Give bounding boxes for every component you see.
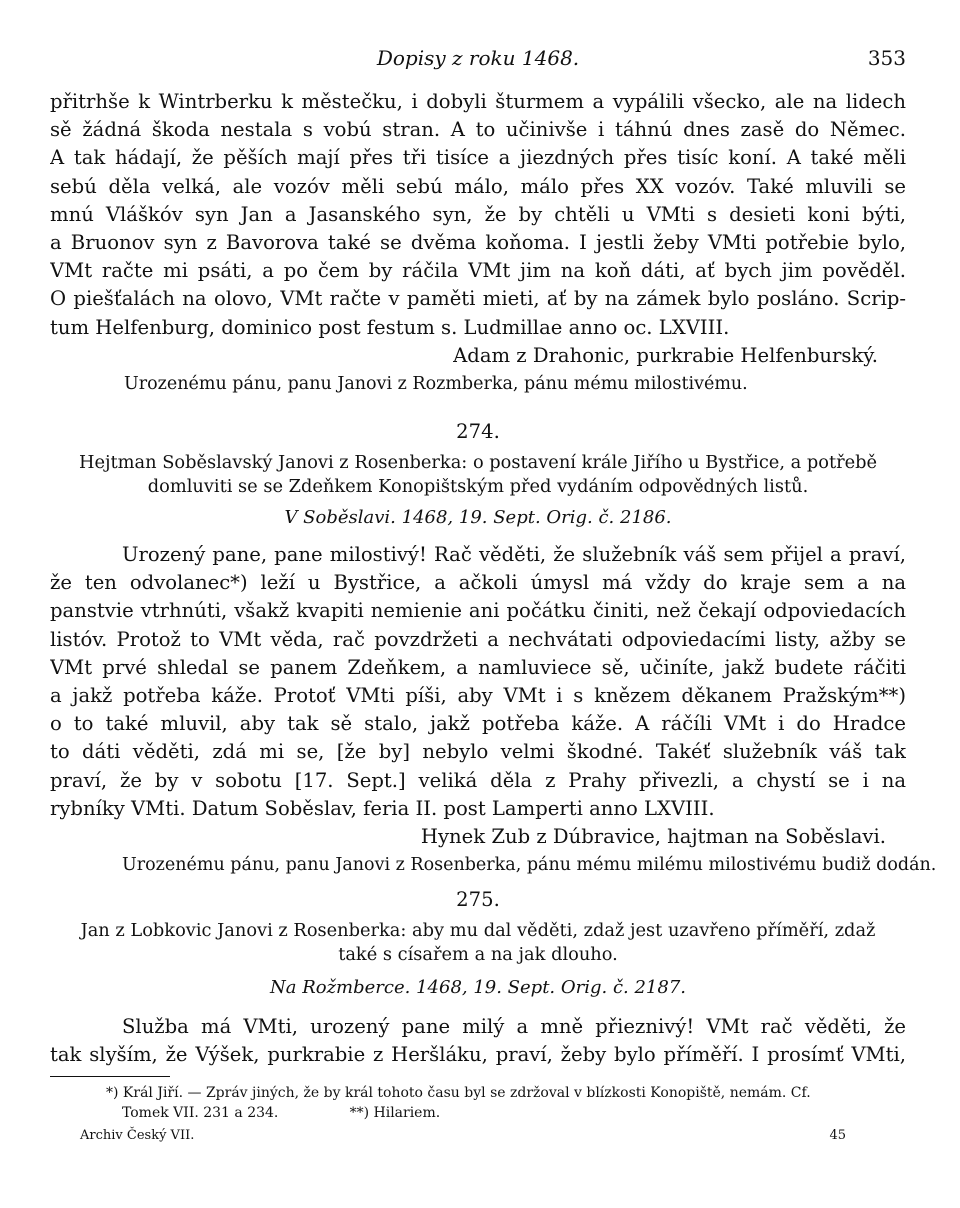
regest-line: domluviti se se Zdeňkem Konopištským před vydáním odpovědných listů.	[147, 476, 809, 497]
text-line: a jakž potřeba káže. Protoť VMti píši, aby VMt i s knězem děkanem Pražským**)	[50, 684, 906, 708]
letter-274-regest	[50, 451, 906, 499]
text-line: Služba má VMti, urozený pane milý a mně přieznivý! VMt rač věděti, že	[122, 1015, 906, 1038]
text-line: rybníky VMti. Datum Soběslav, feria II. post Lamperti anno LXVIII.	[50, 796, 715, 820]
footnote-rule	[50, 1076, 170, 1077]
text-line: tak slyším, že Výšek, purkrabie z Heršláku, praví, žeby bylo příměří. I prosímť VMti,	[50, 1043, 906, 1067]
text-line: Urozený pane, pane milostivý! Rač věděti, že služebník váš sem přijel a praví,	[122, 543, 906, 566]
letter-274-body	[50, 541, 906, 823]
text-line: tum Helfenburg, dominico post festum s. Ludmillae anno oc. LXVIII.	[50, 315, 730, 339]
footnote-line: *) Král Jiří. — Zpráv jiných, že by král tohoto času byl se zdržoval v blízkosti Konopiště, nemám. Cf.	[106, 1085, 811, 1101]
page-number: 353	[867, 46, 906, 70]
text-line: a Bruonov syn z Bavorova také se dvěma koňoma. I jestli žeby VMti potřebie bylo,	[50, 231, 906, 255]
letter-274-signature: Hynek Zub z Dúbravice, hajtman na Soběslavi.	[420, 825, 886, 849]
letter-275-body	[50, 1013, 906, 1069]
text-line: O piešťalách na olovo, VMt račte v paměti mieti, ať by na zámek bylo posláno. Scrip-	[50, 287, 906, 311]
letter-273-continuation	[50, 88, 906, 398]
header-title: Dopisy z roku 1468.	[376, 46, 580, 70]
text-line: to dáti věděti, zdá mi se, [že by] nebylo velmi škodné. Takéť služebník váš tak	[50, 740, 906, 764]
text-line: panstvie vtrhnúti, všakž kvapiti nemienie ani počátku činiti, než čekají odpoviedacích	[50, 599, 906, 623]
text-line: o to také mluvil, aby tak sě stalo, jakž potřeba káže. A ráčíli VMt i do Hradce	[50, 712, 906, 736]
letter-274-date: V Soběslavi. 1468, 19. Sept. Orig. č. 2186.	[284, 507, 672, 528]
text-line: A tak hádají, že pěších mají přes tři tisíce a jiezdných přes tisíc koní. A také měli	[50, 146, 906, 170]
letter-275	[50, 888, 906, 1069]
regest-line: Hejtman Soběslavský Janovi z Rosenberka: o postavení krále Jiřího u Bystřice, a potřebě	[78, 452, 878, 473]
text-line: VMt prvé shledal se panem Zdeňkem, a namluviece sě, učiníte, jakž budete ráčiti	[50, 655, 906, 679]
text-line: praví, že by v sobotu [17. Sept.] veliká děla z Prahy přivezli, a chystí se i na	[50, 768, 906, 792]
letter-274-number: 274.	[456, 420, 500, 443]
letter-275-date: Na Rožmberce. 1468, 19. Sept. Orig. č. 2187.	[269, 977, 687, 998]
regest-line: Jan z Lobkovic Janovi z Rosenberka: aby mu dal věděti, zdaž jest uzavřeno příměří, zdaž	[80, 920, 876, 941]
text-line: přitrhše k Wintrberku k městečku, i dobyli šturmem a vypálili všecko, ale na lidech	[50, 90, 906, 113]
footnotes	[50, 1076, 906, 1123]
volume-signature: Archiv Český VII.	[80, 1128, 195, 1143]
sheet-signature: 45	[829, 1128, 846, 1143]
text-line: sě žádná škoda nestala s vobú stran. A to učinivše i táhnú dnes zasě do Němec.	[50, 118, 906, 142]
letter-273-signature: Adam z Drahonic, purkrabie Helfenburský.	[453, 343, 878, 367]
running-header	[50, 46, 906, 74]
text-line: VMt račte mi psáti, a po čem by ráčila VMt jim na koň dáti, ať bych jim pověděl.	[50, 259, 906, 283]
text-line: mnú Vláškóv syn Jan a Jasanského syn, že by chtěli u VMti s desieti koni býti,	[50, 202, 906, 226]
letter-273-address: Urozenému pánu, panu Janovi z Rozmberka, pánu mému milostivému.	[124, 373, 748, 394]
letter-275-number: 275.	[456, 888, 500, 911]
letter-274-address: Urozenému pánu, panu Janovi z Rosenberka, pánu mému milému milostivému budiž dodán.	[122, 855, 937, 876]
letter-273-body	[50, 88, 906, 342]
letter-275-regest	[50, 919, 906, 967]
regest-line: také s císařem a na jak dlouho.	[338, 944, 618, 965]
text-line: listóv. Protož to VMt věda, rač povzdržeti a nechvátati odpoviedacími listy, ažby se	[50, 627, 906, 651]
letter-274	[50, 420, 937, 879]
footnote-line: Tomek VII. 231 a 234. **) Hilariem.	[122, 1105, 441, 1121]
text-line: že ten odvolanec*) leží u Bystřice, a ačkoli úmysl má vždy do kraje sem a na	[50, 571, 906, 595]
text-line: sebú děla velká, ale vozóv měli sebú málo, málo přes XX vozóv. Také mluvili se	[50, 174, 906, 198]
